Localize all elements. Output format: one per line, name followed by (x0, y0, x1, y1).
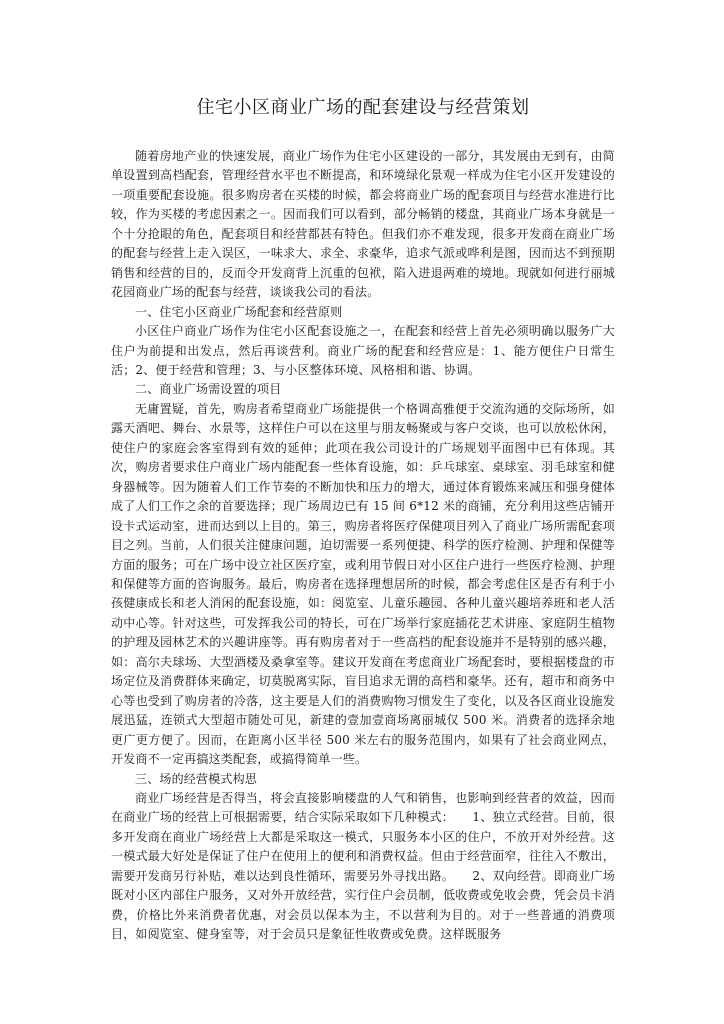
document-page (111, 96, 615, 945)
section-1-heading: 一、住宅小区商业广场配套和经营原则 (135, 304, 343, 319)
section-1-paragraph: 小区住户商业广场作为住宅小区配套设施之一，在配套和经营上首先必须明确以服务广大住户为前提和出发点，然后再谈营利。商业广场的配套和经营应是：1、能方便住户日常生活；2、便于经营和管理；3、与小区整体环境、风格相和谐、协调。 (111, 324, 615, 377)
section-3-heading: 三、场的经营模式构思 (135, 771, 258, 786)
section-2-heading: 二、商业广场需设置的项目 (135, 382, 282, 397)
document-title: 住宅小区商业广场的配套建设与经营策划 (196, 97, 530, 118)
intro-paragraph: 随着房地产业的快速发展，商业广场作为住宅小区建设的一部分，其发展由无到有，由简单设置到高档配套，管理经营水平也不断提高，和环境绿化景观一样成为住宅小区开发建设的一项重要配套设施。很多购房者在买楼的时候，都会将商业广场的配套项目与经营水准进行比较，作为买楼的考虑因素之一。因而我们可以看到，部分畅销的楼盘，其商业广场本身就是一个十分抢眼的角色，配套项目和经营都甚有特色。但我们亦不难发现，很多开发商在商业广场的配套与经营上走入误区，一味求大、求全、求豪华，追求气派或哗利是图，因而达不到预期销售和经营的目的，反而令开发商背上沉重的包袱，陷入进退两难的境地。现就如何进行丽城花园商业广场的配套与经营，谈谈我公司的看法。 (111, 149, 615, 300)
section-2-paragraph: 无庸置疑，首先，购房者希望商业广场能提供一个格调高雅便于交流沟通的交际场所，如露天酒吧、舞台、水景等，这样住户可以在这里与朋友畅聚或与客户交谈，也可以放松休闲，使住户的家庭会客室得到有效的延伸；此项在我公司设计的广场规划平面图中已有体现。其次，购房者要求住户商业广场内能配套一些体育设施，如：乒乓球室、桌球室、羽毛球室和健身器械等。因为随着人们工作节奏的不断加快和压力的增大，通过体育锻炼来减压和强身健体成了人们工作之余的首要选择；现广场周边已有 15 间 6*12 米的商铺，充分利用这些店铺开设卡式运动室，进而达到以上目的。第三，购房者将医疗保健项目列入了商业广场所需配套项目之列。当前，人们很关注健康问题，迫切需要一系列便捷、科学的医疗检测、护理和保健等方面的服务；可在广场中设立社区医疗室，或利用节假日对小区住户进行一些医疗检测、护理和保健等方面的咨询服务。最后，购房者在选择理想居所的时候，都会考虑住区是否有利于小孩健康成长和老人消闲的配套设施，如：阅览室、儿童乐趣园、各种儿童兴趣培养班和老人活动中心等。针对这些，可发挥我公司的特长，可在广场举行家庭插花艺术讲座、家庭阴生植物的护理及园林艺术的兴趣讲座等。再有购房者对于一些高档的配套设施并不是特别的感兴趣，如：高尔夫球场、大型酒楼及桑拿室等。建议开发商在考虑商业广场配套时，要根据楼盘的市场定位及消费群体来确定，切莫脱离实际，盲目追求无谓的高档和豪华。还有，超市和商务中心等也受到了购房者的冷落，这主要是人们的消费购物习惯发生了变化，以及各区商业设施发展迅猛，连锁式大型超市随处可见，新建的壹加壹商场离丽城仅 500 米。消费者的选择余地更广更方便了。因而，在距离小区半径 500 米左右的服务范围内，如果有了社会商业网点，开发商不一定再搞这类配套，或搞得简单一些。 (111, 401, 615, 767)
section-3-paragraph: 商业广场经营是否得当，将会直接影响楼盘的人气和销售，也影响到经营者的效益，因而在商业广场的经营上可根据需要，结合实际采取如下几种模式： 1、独立式经营。目前，很多开发商在商业广场经营上大都是采取这一模式，只服务本小区的住户，不放开对外经营。这一模式最大好处是保证了住户在使用上的便利和消费权益。但由于经营面窄，往往入不敷出，需要开发商另行补贴，难以达到良性循环，需要另外寻找出路。 2、双向经营。即商业广场既对小区内部住户服务，又对外开放经营，实行住户会员制，低收费或免收会费，凭会员卡消费，价格比外来消费者优惠，对会员以保本为主，不以营利为目的。对于一些普通的消费项目，如阅览室、健身室等，对于会员只是象征性收费或免费。这样既服务 (111, 790, 615, 942)
